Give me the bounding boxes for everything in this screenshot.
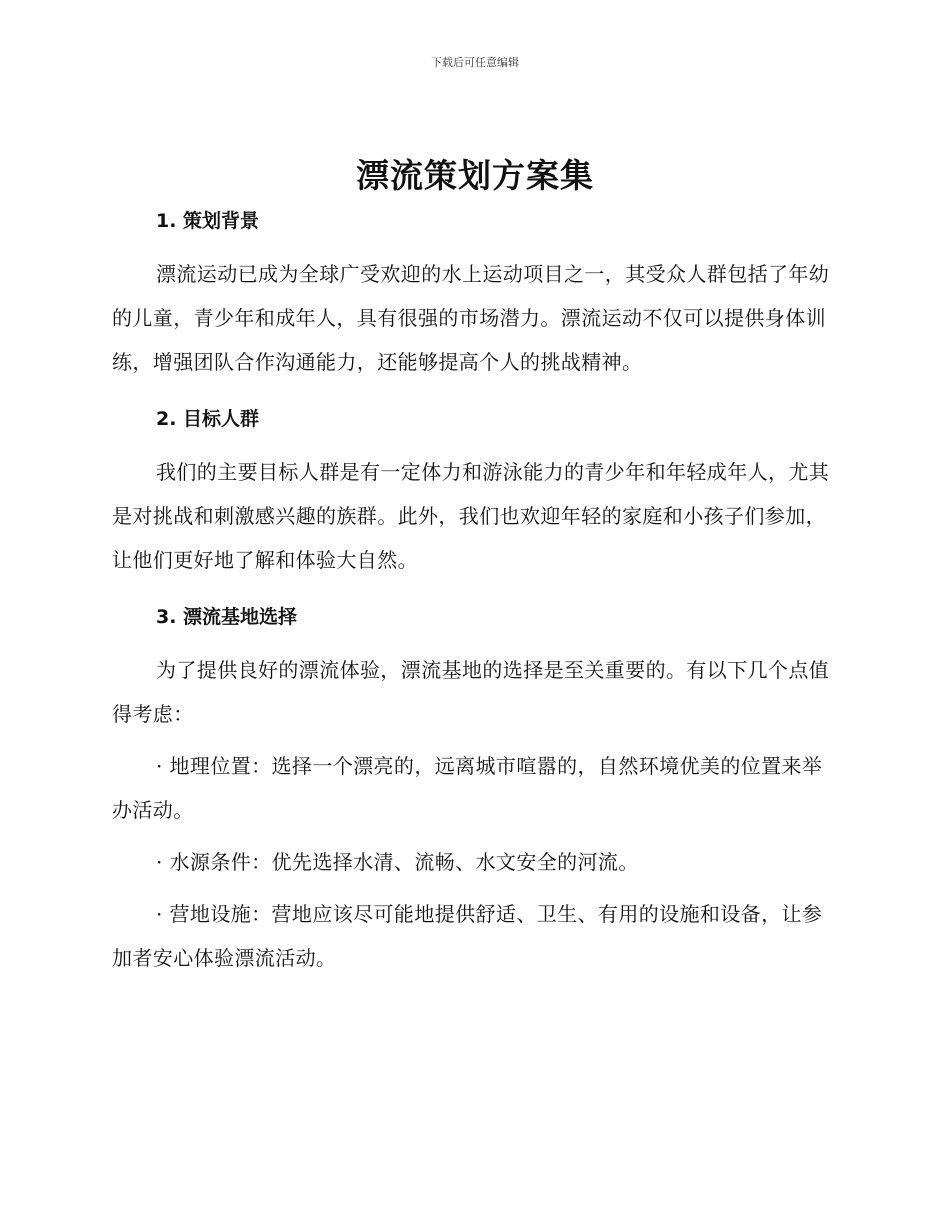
- header-note: 下载后可任意编辑: [431, 56, 519, 69]
- bullet-item-location: · 地理位置：选择一个漂亮的，远离城市喧嚣的，自然环境优美的位置来举办活动。: [112, 754, 823, 822]
- section-target-audience: [112, 402, 832, 582]
- paragraph: 为了提供良好的漂流体验，漂流基地的选择是至关重要的。有以下几个点值得考虑：: [112, 658, 830, 726]
- section-planning-background: [112, 204, 832, 384]
- section-heading: 3. 漂流基地选择: [156, 606, 298, 628]
- section-heading: 1. 策划背景: [156, 210, 260, 232]
- bullet-item-camp-facilities: · 营地设施：营地应该尽可能地提供舒适、卫生、有用的设施和设备，让参加者安心体验漂流活动。: [112, 902, 823, 970]
- document-body: [112, 204, 832, 980]
- bullet-item-water-source: · 水源条件：优先选择水清、流畅、水文安全的河流。: [156, 850, 639, 874]
- section-heading: 2. 目标人群: [156, 408, 260, 430]
- paragraph: 我们的主要目标人群是有一定体力和游泳能力的青少年和年轻成年人，尤其是对挑战和刺激感兴趣的族群。此外，我们也欢迎年轻的家庭和小孩子们参加，让他们更好地了解和体验大自然。: [112, 460, 830, 572]
- paragraph: 漂流运动已成为全球广受欢迎的水上运动项目之一，其受众人群包括了年幼的儿童，青少年和成年人，具有很强的市场潜力。漂流运动不仅可以提供身体训练，增强团队合作沟通能力，还能够提高个人的挑战精神。: [112, 262, 830, 374]
- document-title: 漂流策划方案集: [356, 156, 594, 195]
- section-base-selection: [112, 600, 832, 980]
